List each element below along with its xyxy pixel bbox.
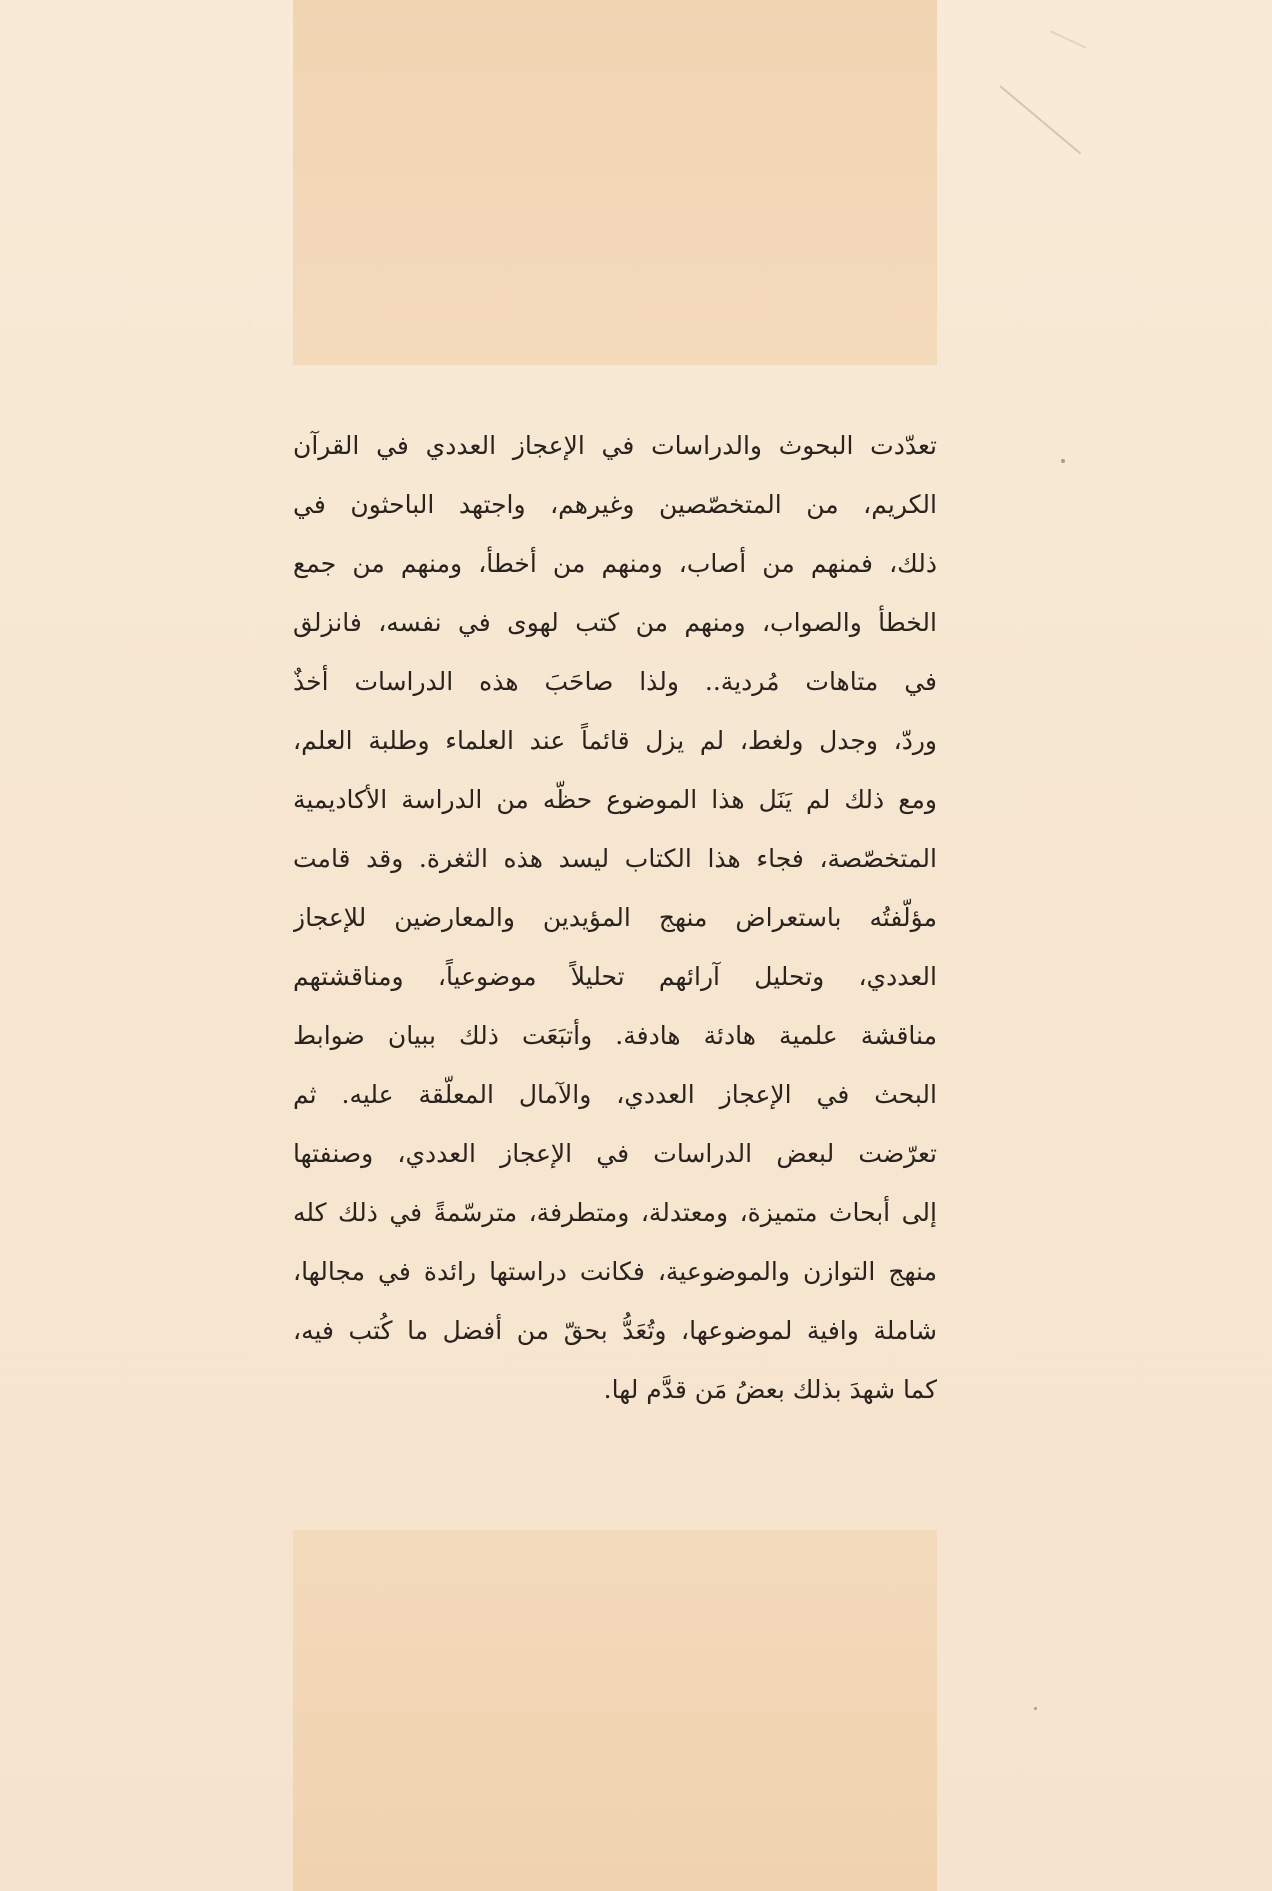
blurb-line: مناقشة علمية هادئة هادفة. وأتبَعَت ذلك ببيان ضوابط <box>293 1021 937 1050</box>
blurb-line: ومع ذلك لم يَنَل هذا الموضوع حظّه من الدراسة الأكاديمية <box>293 785 937 814</box>
blurb-line: الخطأ والصواب، ومنهم من كتب لهوى في نفسه، فانزلق <box>293 608 937 637</box>
blurb-line: كما شهدَ بذلك بعضُ مَن قدَّم لها. <box>603 1375 937 1404</box>
blurb-line: العددي، وتحليل آرائهم تحليلاً موضوعياً، ومناقشتهم <box>293 962 937 991</box>
blurb-line: شاملة وافية لموضوعها، وتُعَدُّ بحقّ من أفضل ما كُتب فيه، <box>293 1316 937 1345</box>
paper-speck <box>1061 459 1065 463</box>
blurb-line: المتخصّصة، فجاء هذا الكتاب ليسد هذه الثغرة. وقد قامت <box>293 844 937 873</box>
blurb-line: تعدّدت البحوث والدراسات في الإعجاز العددي في القرآن <box>293 431 937 460</box>
blurb-line: مؤلّفتُه باستعراض منهج المؤيدين والمعارضين للإعجاز <box>293 903 937 932</box>
blurb-line: في متاهات مُردية.. ولذا صاحَبَ هذه الدراسات أخذٌ <box>293 667 937 696</box>
blurb-line: تعرّضت لبعض الدراسات في الإعجاز العددي، وصنفتها <box>293 1139 937 1168</box>
paper-speck <box>1034 1707 1037 1710</box>
blurb-line: إلى أبحاث متميزة، ومعتدلة، ومتطرفة، مترسّمةً في ذلك كله <box>293 1198 937 1227</box>
decorative-top-panel <box>293 0 937 365</box>
blurb-line: ذلك، فمنهم من أصاب، ومنهم من أخطأ، ومنهم من جمع <box>293 549 937 578</box>
blurb-paragraph <box>293 416 937 1419</box>
blurb-line: منهج التوازن والموضوعية، فكانت دراستها رائدة في مجالها، <box>293 1257 937 1286</box>
blurb-line: وردّ، وجدل ولغط، لم يزل قائماً عند العلماء وطلبة العلم، <box>293 726 937 755</box>
blurb-line: الكريم، من المتخصّصين وغيرهم، واجتهد الباحثون في <box>293 490 937 519</box>
decorative-bottom-panel <box>293 1530 937 1891</box>
paper-scratch-mark <box>1050 30 1087 49</box>
blurb-line: البحث في الإعجاز العددي، والآمال المعلّقة عليه. ثم <box>293 1080 937 1109</box>
paper-scratch-mark <box>999 85 1081 154</box>
